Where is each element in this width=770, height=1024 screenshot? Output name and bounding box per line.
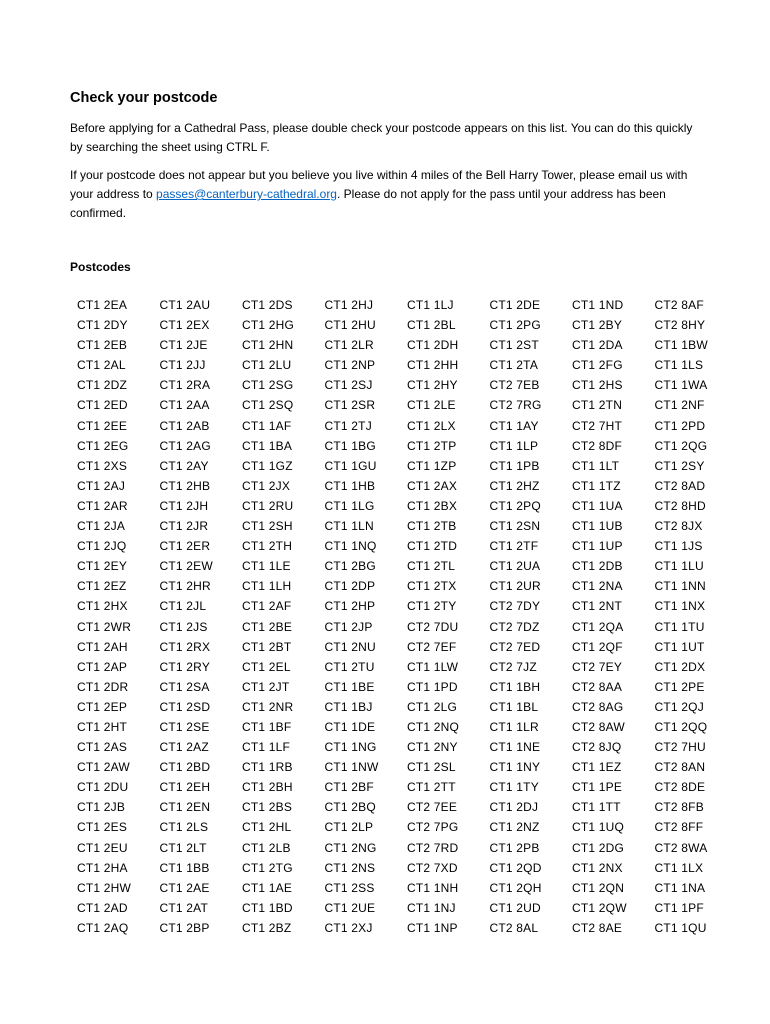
postcode-cell: CT1 2DY (77, 318, 128, 333)
postcode-cell: CT1 2HG (242, 318, 295, 333)
postcode-cell: CT1 2BE (242, 619, 293, 634)
postcode-cell: CT1 2HZ (489, 478, 540, 493)
postcode-cell: CT1 2DS (242, 298, 293, 312)
postcode-cell: CT1 2DH (407, 338, 459, 353)
postcode-cell: CT1 1AY (489, 418, 539, 433)
postcode-cell: CT2 8DE (654, 780, 706, 795)
postcode-cell: CT1 2AT (159, 900, 209, 915)
postcode-cell: CT2 7ED (489, 639, 541, 654)
postcode-cell: CT1 2EH (159, 780, 211, 795)
postcode-cell: CT1 2AL (77, 358, 126, 373)
postcode-cell: CT1 2SR (324, 398, 376, 413)
postcode-cell: CT1 1BH (489, 679, 541, 694)
postcode-cell: CT1 2TJ (324, 418, 372, 433)
postcode-cell: CT2 8AF (654, 298, 704, 312)
postcode-cell: CT1 2JP (324, 619, 373, 634)
postcode-cell: CT1 2SE (159, 719, 210, 734)
postcode-cell: CT1 1NG (324, 740, 377, 755)
postcode-cell: CT1 2WR (77, 619, 132, 634)
postcode-cell: CT1 2QD (489, 860, 542, 875)
postcode-cell: CT1 2LS (159, 820, 209, 835)
postcode-cell: CT1 2UD (489, 900, 541, 915)
postcode-cell: CT1 2HJ (324, 298, 374, 312)
postcode-cell: CT1 2SH (242, 519, 293, 534)
postcode-cell: CT1 2LU (242, 358, 292, 373)
postcode-cell: CT1 2AH (77, 639, 128, 654)
postcode-cell: CT1 2LX (407, 418, 456, 433)
postcode-cell: CT1 1PB (489, 458, 540, 473)
postcode-cell: CT2 7XD (407, 860, 458, 875)
postcode-cell: CT1 2BT (242, 639, 292, 654)
postcode-cell: CT1 2SN (489, 519, 541, 534)
postcode-cell: CT1 2BY (572, 318, 623, 333)
postcode-cell: CT1 2HU (324, 318, 376, 333)
postcode-cell: CT1 2EU (77, 840, 128, 855)
postcode-cell: CT1 2AF (242, 599, 292, 614)
postcode-cell: CT2 8AW (572, 719, 625, 734)
postcode-cell: CT1 2HW (77, 880, 132, 895)
postcode-cell: CT1 1AE (242, 880, 293, 895)
postcode-cell: CT1 2QH (489, 880, 542, 895)
postcode-cell: CT1 2LE (407, 398, 456, 413)
contact-text-before: If your postcode does not appear but you believe you live within 4 miles of the Bell Harry Tower, please email us with your address to (70, 168, 688, 201)
postcode-cell: CT1 2PG (489, 318, 541, 333)
postcode-cell: CT1 1ND (572, 298, 624, 312)
postcode-cell: CT1 2DG (572, 840, 625, 855)
postcode-cell: CT2 7DZ (489, 619, 540, 634)
postcode-cell: CT1 2JR (159, 519, 209, 534)
postcode-cell: CT1 1EZ (572, 760, 622, 775)
postcode-cell: CT1 1LW (407, 659, 459, 674)
postcode-cell: CT1 2AQ (77, 920, 129, 935)
postcode-cell: CT1 2JT (242, 679, 290, 694)
postcode-cell: CT1 2TF (489, 539, 539, 554)
postcode-cell: CT1 2HL (242, 820, 292, 835)
email-link[interactable]: passes@canterbury-cathedral.org (156, 187, 337, 201)
postcode-cell: CT1 2TT (407, 780, 456, 795)
postcode-cell: CT1 2BX (407, 498, 458, 513)
postcode-cell: CT1 2RA (159, 378, 211, 393)
postcode-cell: CT1 1NE (489, 740, 541, 755)
postcode-cell: CT1 2ER (159, 539, 211, 554)
postcodes-heading: Postcodes (70, 260, 131, 274)
postcode-cell: CT1 1ZP (407, 458, 457, 473)
postcode-cell: CT1 2DX (654, 659, 706, 674)
postcode-cell: CT1 1NH (407, 880, 459, 895)
postcode-cell: CT1 1LT (572, 458, 620, 473)
postcode-cell: CT1 2BH (242, 780, 293, 795)
postcode-cell: CT1 2AW (77, 760, 130, 775)
document-page (70, 88, 710, 938)
postcode-cell: CT1 2HY (407, 378, 458, 393)
postcode-cell: CT1 2NG (324, 840, 377, 855)
postcode-cell: CT1 1BA (242, 438, 293, 453)
postcode-cell: CT1 2SJ (324, 378, 373, 393)
postcode-cell: CT2 8HY (654, 318, 706, 333)
postcode-cell: CT1 2AA (159, 398, 210, 413)
postcode-cell: CT2 8FF (654, 820, 704, 835)
postcode-cell: CT2 7PG (407, 820, 459, 835)
postcode-cell: CT1 2SS (324, 880, 375, 895)
postcode-cell: CT1 2SY (654, 458, 705, 473)
postcode-cell: CT2 8AG (572, 699, 624, 714)
postcode-cell: CT1 1TU (654, 619, 705, 634)
postcode-cell: CT1 2UR (489, 579, 541, 594)
postcode-cell: CT1 2LR (324, 338, 374, 353)
postcode-cell: CT2 8AN (654, 760, 706, 775)
postcode-cell: CT1 2FG (572, 358, 623, 373)
postcode-cell: CT1 2TH (242, 539, 293, 554)
page-title: Check your postcode (70, 90, 218, 106)
postcode-cell: CT1 1AF (242, 418, 292, 433)
postcode-cell: CT1 2HS (572, 378, 623, 393)
postcode-cell: CT1 1NQ (324, 539, 377, 554)
postcode-cell: CT1 1JS (654, 539, 703, 554)
postcode-cell: CT2 7EE (407, 800, 458, 815)
postcode-cell: CT1 2TD (407, 539, 458, 554)
postcode-cell: CT1 2DE (489, 298, 541, 312)
postcode-cell: CT1 2HB (159, 478, 211, 493)
postcode-cell: CT1 2NY (407, 740, 458, 755)
postcode-cell: CT1 2UA (489, 559, 541, 574)
postcode-cell: CT1 1NY (489, 760, 541, 775)
postcode-cell: CT2 7EB (489, 378, 540, 393)
postcode-cell: CT1 2ED (77, 398, 128, 413)
postcode-cell: CT2 7HU (654, 740, 706, 755)
postcode-cell: CT1 1NW (324, 760, 379, 775)
postcode-cell: CT1 1LS (654, 358, 704, 373)
postcode-cell: CT1 2JB (77, 800, 126, 815)
postcode-cell: CT1 2HR (159, 579, 211, 594)
postcode-cell: CT1 2TY (407, 599, 457, 614)
postcode-cell: CT1 2JX (242, 478, 291, 493)
postcode-cell: CT1 2TN (572, 398, 623, 413)
postcode-cell: CT1 2LB (242, 840, 291, 855)
postcode-cell: CT1 2AJ (77, 478, 126, 493)
postcode-cell: CT1 2TL (407, 559, 456, 574)
postcode-cell: CT1 2ST (489, 338, 539, 353)
postcode-cell: CT1 2QG (654, 438, 708, 453)
postcode-cell: CT1 2EY (77, 559, 128, 574)
postcode-cell: CT1 1UP (572, 539, 623, 554)
postcode-cell: CT2 7DU (407, 619, 459, 634)
postcode-cell: CT2 8AE (572, 920, 623, 935)
postcode-cell: CT1 2JJ (159, 358, 206, 373)
postcode-cell: CT1 1LP (489, 438, 539, 453)
postcode-cell: CT2 8FB (654, 800, 704, 815)
postcode-cell: CT1 1BL (489, 699, 539, 714)
postcode-cell: CT1 2NQ (407, 719, 460, 734)
postcode-cell: CT2 8JQ (572, 740, 622, 755)
postcode-cell: CT1 1WA (654, 378, 708, 393)
postcode-cell: CT1 2BG (324, 559, 376, 574)
postcode-cell: CT1 1LR (489, 719, 539, 734)
postcode-cell: CT1 2QJ (654, 699, 704, 714)
postcode-cell: CT1 2HH (407, 358, 459, 373)
postcode-cell: CT1 1RB (242, 760, 293, 775)
postcode-cell: CT1 2EW (159, 559, 213, 574)
postcode-cell: CT2 7RG (489, 398, 542, 413)
postcode-cell: CT1 1GZ (242, 458, 293, 473)
postcode-cell: CT1 2BZ (242, 920, 292, 935)
postcode-cell: CT1 2NP (324, 358, 376, 373)
postcode-cell: CT1 2AD (77, 900, 128, 915)
postcode-cell: CT1 1LF (242, 740, 291, 755)
postcode-cell: CT1 2BS (242, 800, 293, 815)
postcode-cell: CT1 2EP (77, 699, 128, 714)
contact-paragraph (70, 166, 700, 223)
postcode-cell: CT1 2SG (242, 378, 294, 393)
postcode-cell: CT1 2AR (77, 498, 128, 513)
postcode-cell: CT1 2ES (77, 820, 128, 835)
postcode-cell: CT1 1TY (489, 780, 539, 795)
postcode-cell: CT1 2QA (572, 619, 624, 634)
postcode-cell: CT1 1LJ (407, 298, 454, 312)
postcode-cell: CT1 1NJ (407, 900, 456, 915)
postcode-cell: CT1 2AG (159, 438, 211, 453)
postcode-list (77, 295, 710, 938)
postcode-cell: CT1 2EB (77, 338, 128, 353)
postcode-cell: CT2 7HT (572, 418, 623, 433)
postcode-cell: CT2 7EY (572, 659, 623, 674)
postcode-cell: CT1 2PB (489, 840, 540, 855)
postcode-cell: CT2 8DF (572, 438, 623, 453)
postcode-cell: CT1 2EL (242, 659, 291, 674)
postcode-cell: CT1 2PE (654, 679, 705, 694)
postcode-cell: CT1 1PE (572, 780, 623, 795)
postcode-cell: CT1 1LH (242, 579, 292, 594)
postcode-cell: CT1 2AS (77, 740, 128, 755)
postcode-cell: CT1 2SA (159, 679, 210, 694)
postcode-cell: CT1 2JQ (77, 539, 127, 554)
postcode-cell: CT1 2AE (159, 880, 210, 895)
postcode-cell: CT1 2EX (159, 318, 210, 333)
postcode-cell: CT2 7RD (407, 840, 459, 855)
intro-paragraph: Before applying for a Cathedral Pass, please double check your postcode appears on this list. You can do this quickly by searching the sheet using CTRL F. (70, 121, 693, 154)
postcode-cell: CT1 2XS (77, 458, 128, 473)
postcode-cell: CT1 1UB (572, 519, 623, 534)
postcode-cell: CT1 2UE (324, 900, 376, 915)
postcode-cell: CT1 2JS (159, 619, 208, 634)
postcode-cell: CT1 2TU (324, 659, 375, 674)
postcode-cell: CT1 2NT (572, 599, 623, 614)
postcode-cell: CT1 2DP (324, 579, 376, 594)
postcode-cell: CT1 2QF (572, 639, 623, 654)
postcode-cell: CT1 2RU (242, 498, 294, 513)
postcode-cell: CT1 2TG (242, 860, 293, 875)
postcode-cell: CT1 1TT (572, 800, 621, 815)
postcode-cell: CT2 7JZ (489, 659, 537, 674)
postcode-cell: CT1 1GU (324, 458, 377, 473)
postcode-cell: CT1 2HX (77, 599, 128, 614)
postcode-cell: CT1 2AY (159, 458, 209, 473)
postcode-cell: CT1 2BD (159, 760, 211, 775)
postcode-cell: CT1 2DZ (77, 378, 128, 393)
postcode-cell: CT1 2TX (407, 579, 457, 594)
postcode-cell: CT1 2DB (572, 559, 623, 574)
postcode-cell: CT1 2QQ (654, 719, 708, 734)
postcode-cell: CT1 1LX (654, 860, 704, 875)
postcode-cell: CT2 8AA (572, 679, 623, 694)
postcode-cell: CT1 1PD (407, 679, 458, 694)
postcode-cell: CT1 2AZ (159, 740, 209, 755)
postcode-cell: CT1 2JH (159, 498, 209, 513)
postcode-cell: CT1 2DJ (489, 800, 539, 815)
postcode-cell: CT2 8HD (654, 498, 706, 513)
postcode-cell: CT2 8AD (654, 478, 706, 493)
postcode-cell: CT1 2DR (77, 679, 129, 694)
postcode-cell: CT1 1LU (654, 559, 704, 574)
postcode-cell: CT1 1NX (654, 599, 706, 614)
postcode-cell: CT1 2HT (77, 719, 128, 734)
postcode-cell: CT1 1UT (654, 639, 705, 654)
postcode-cell: CT1 2QN (572, 880, 625, 895)
postcode-cell: CT1 2BF (324, 780, 374, 795)
postcode-cell: CT1 2RY (159, 659, 211, 674)
postcode-cell: CT1 2NR (242, 699, 294, 714)
postcode-cell: CT1 2LG (407, 699, 458, 714)
postcode-cell: CT1 2TB (407, 519, 457, 534)
postcode-cell: CT1 1NA (654, 880, 706, 895)
postcode-cell: CT1 2PQ (489, 498, 541, 513)
postcode-cell: CT1 2BL (407, 318, 456, 333)
postcode-cell: CT1 1BB (159, 860, 210, 875)
postcode-cell: CT1 2NX (572, 860, 623, 875)
postcode-cell: CT1 2JA (77, 519, 126, 534)
postcode-cell: CT1 2NF (654, 398, 705, 413)
postcode-cell: CT1 2NU (324, 639, 376, 654)
postcode-cell: CT1 2RX (159, 639, 211, 654)
postcode-cell: CT1 2SL (407, 760, 456, 775)
postcode-cell: CT1 2JL (159, 599, 207, 614)
postcode-cell: CT1 2SQ (242, 398, 294, 413)
postcode-cell: CT1 2AX (407, 478, 458, 493)
postcode-cell: CT1 2JE (159, 338, 208, 353)
postcode-cell: CT2 8AL (489, 920, 539, 935)
postcode-cell: CT1 2HP (324, 599, 376, 614)
postcode-cell: CT1 2PD (654, 418, 706, 433)
postcode-cell: CT1 2EN (159, 800, 211, 815)
postcode-cell: CT1 1UA (572, 498, 623, 513)
postcode-cell: CT2 7EF (407, 639, 457, 654)
postcode-cell: CT1 2EZ (77, 579, 127, 594)
postcode-cell: CT2 8JX (654, 519, 703, 534)
postcode-cell: CT1 2EE (77, 418, 128, 433)
postcode-cell: CT1 1BF (242, 719, 292, 734)
postcode-cell: CT1 2TP (407, 438, 457, 453)
postcode-cell: CT1 2AB (159, 418, 210, 433)
postcode-cell: CT1 2EG (77, 438, 129, 453)
postcode-cell: CT1 2SD (159, 699, 211, 714)
postcode-cell: CT1 2HA (77, 860, 128, 875)
postcode-cell: CT1 2LT (159, 840, 207, 855)
postcode-cell: CT1 2NS (324, 860, 376, 875)
postcode-cell: CT1 1BW (654, 338, 708, 353)
postcode-cell: CT2 8WA (654, 840, 708, 855)
postcode-cell: CT1 1BG (324, 438, 376, 453)
postcode-cell: CT1 2BP (159, 920, 210, 935)
postcode-cell: CT1 1LE (242, 559, 291, 574)
postcode-cell: CT1 2EA (77, 298, 128, 312)
postcode-cell: CT1 1BD (242, 900, 293, 915)
postcode-cell: CT1 1LN (324, 519, 374, 534)
postcode-cell: CT1 2NZ (489, 820, 540, 835)
postcode-cell: CT1 1NN (654, 579, 706, 594)
postcode-cell: CT1 2BQ (324, 800, 376, 815)
postcode-cell: CT1 2AP (77, 659, 128, 674)
postcode-cell: CT1 2LP (324, 820, 374, 835)
postcode-cell: CT1 1LG (324, 498, 375, 513)
postcode-cell: CT1 1UQ (572, 820, 625, 835)
postcode-cell: CT2 7DY (489, 599, 541, 614)
postcode-cell: CT1 2AU (159, 298, 211, 312)
postcode-cell: CT1 2XJ (324, 920, 373, 935)
postcode-cell: CT1 2TA (489, 358, 539, 373)
postcode-cell: CT1 2DU (77, 780, 129, 795)
postcode-cell: CT1 1HB (324, 478, 376, 493)
postcode-cell: CT1 2NA (572, 579, 623, 594)
postcode-cell: CT1 1NP (407, 920, 458, 935)
postcode-cell: CT1 1QU (654, 920, 707, 935)
postcode-cell: CT1 1BE (324, 679, 375, 694)
postcode-cell: CT1 1TZ (572, 478, 621, 493)
contact-text-after: . Please do not apply for the pass until your address has been confirmed. (70, 187, 666, 220)
postcode-cell: CT1 2DA (572, 338, 623, 353)
postcode-cell: CT1 1DE (324, 719, 376, 734)
postcode-cell: CT1 2QW (572, 900, 627, 915)
postcode-cell: CT1 2HN (242, 338, 294, 353)
postcode-cell: CT1 1BJ (324, 699, 373, 714)
postcode-cell: CT1 1PF (654, 900, 704, 915)
